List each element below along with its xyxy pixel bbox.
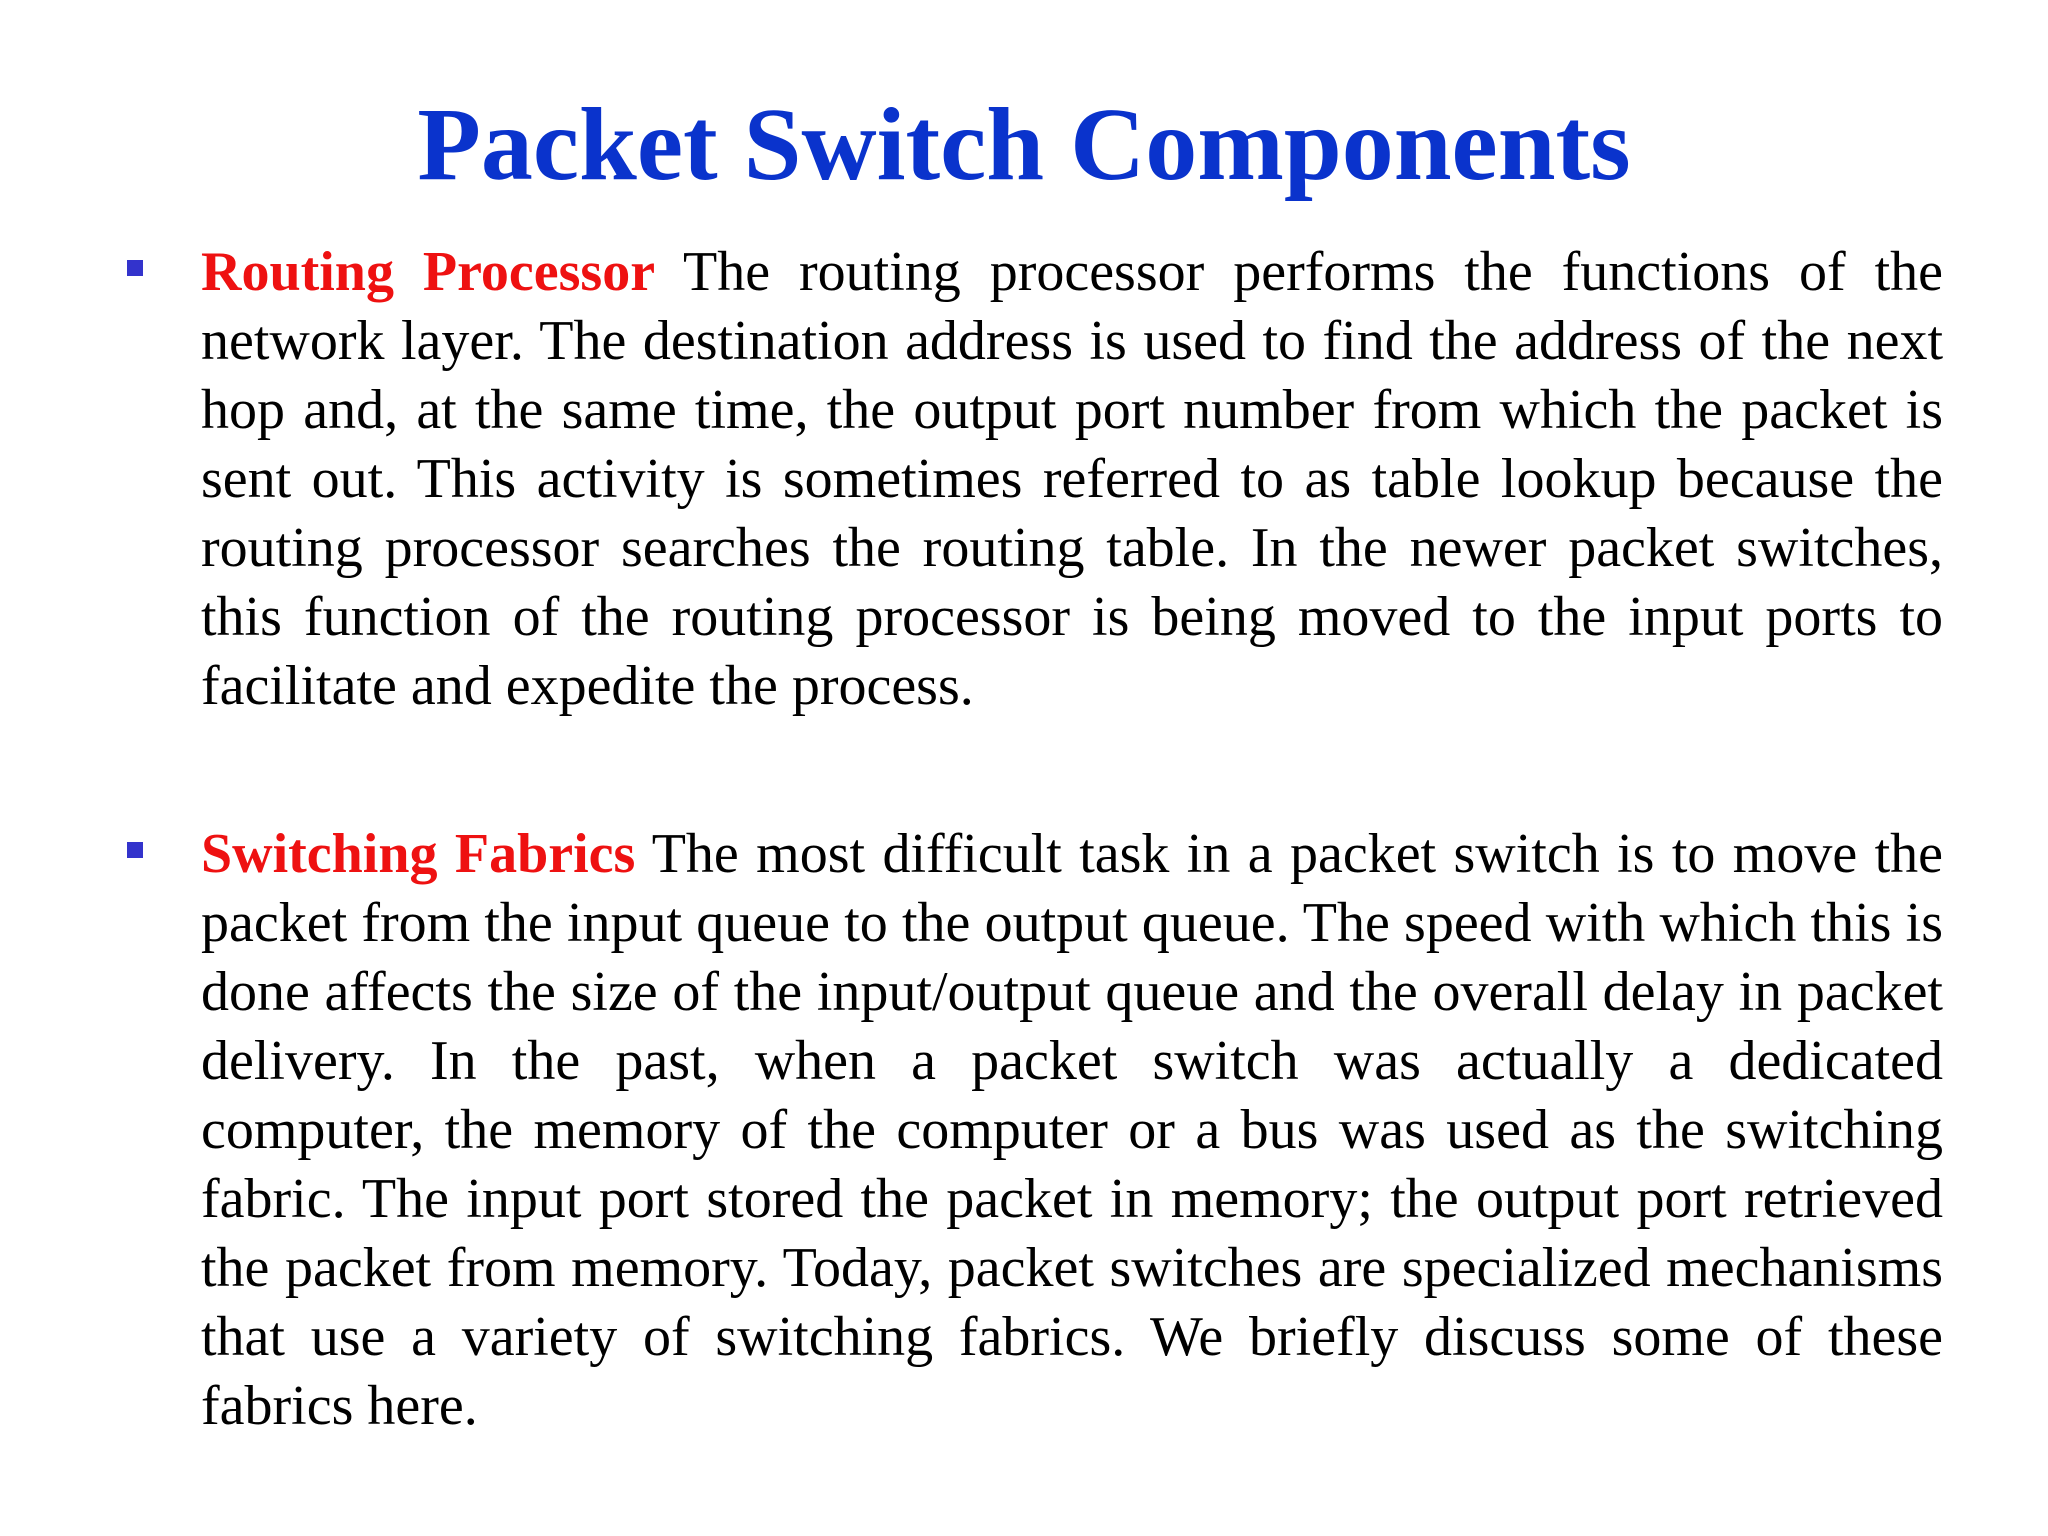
bullet-body: The routing processor performs the functions of the network layer. The destination address is used to find the address of the next hop and, at the same time, the output port number from which the packet is sent out. This activity is sometimes referred to as table lookup because the routing processor searches the routing table. In the newer packet switches, this function of the routing processor is being moved to the input ports to facilitate and expedite the process.: [201, 241, 1943, 717]
bullet-term: Switching Fabrics: [201, 823, 636, 885]
square-bullet-icon: [127, 842, 143, 858]
slide-title: Packet Switch Components: [417, 87, 1631, 202]
bullet-body: The most difficult task in a packet switch is to move the packet from the input queue to the output queue. The speed with which this is done affects the size of the input/output queue and the overall delay in packet delivery. In the past, when a packet switch was actually a dedicated computer, the memory of the computer or a bus was used as the switching fabric. The input port stored the packet in memory; the output port retrieved the packet from memory. Today, packet switches are specialized mechanisms that use a variety of switching fabrics. We briefly discuss some of these fabrics here.: [201, 823, 1943, 1437]
bullet-term: Routing Processor: [201, 241, 656, 303]
bullet-paragraph: [201, 820, 1943, 1441]
bullet-paragraph: [201, 238, 1943, 721]
square-bullet-icon: [127, 260, 143, 276]
